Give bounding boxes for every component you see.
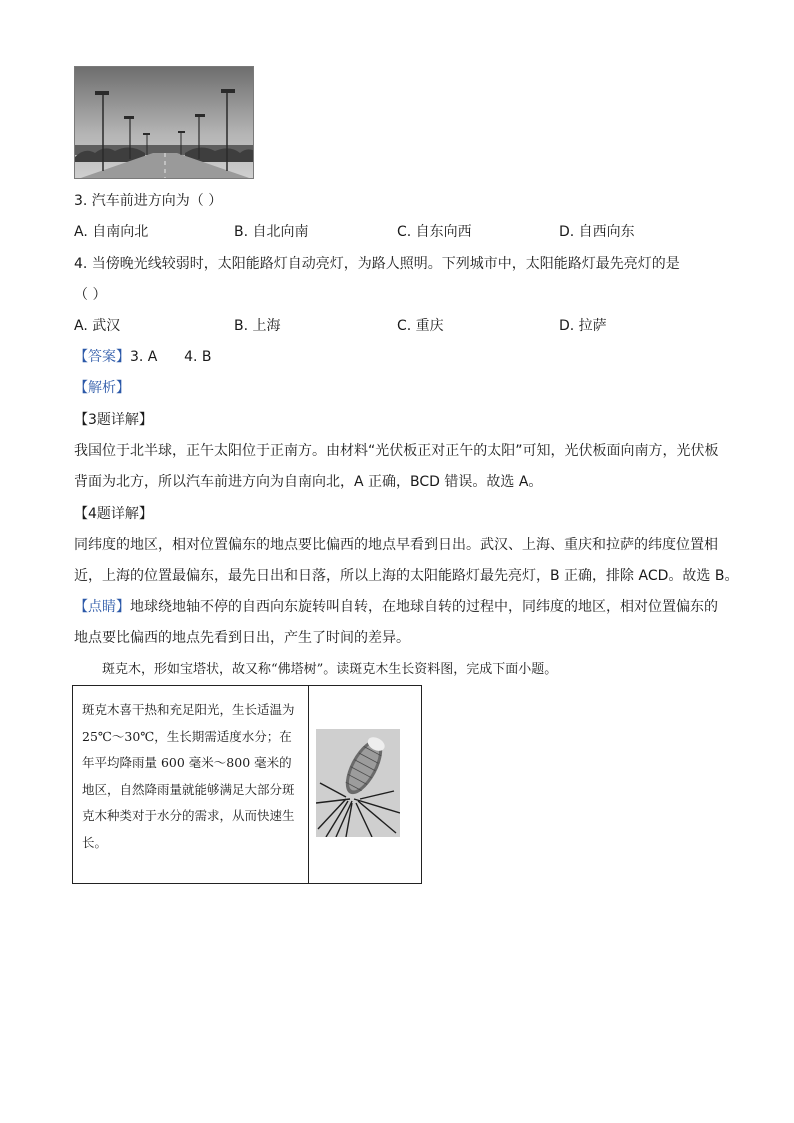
q4-option-b: B. 上海 bbox=[234, 318, 281, 334]
detail-3-label: 【3题详解】 bbox=[74, 412, 153, 428]
detail-3-line-1: 我国位于北半球，正午太阳位于正南方。由材料“光伏板正对正午的太阳”可知，光伏板面向南方，光伏板 bbox=[74, 443, 719, 459]
tip-line-2: 地点要比偏西的地点先看到日出，产生了时间的差异。 bbox=[74, 630, 410, 646]
tip-label: 【点睛】 bbox=[74, 599, 130, 615]
detail-4-line-2: 近，上海的位置最偏东，最先日出和日落，所以上海的太阳能路灯最先亮灯，B 正确，排除 ACD。故选 B。 bbox=[74, 568, 739, 584]
q3-option-d: D. 自西向东 bbox=[559, 224, 635, 240]
table-divider bbox=[308, 685, 309, 884]
banksia-photo bbox=[316, 729, 400, 837]
banksia-growth-text: 斑克木喜干热和充足阳光，生长适温为 25℃～30℃，生长期需适度水分；在年平均降雨量 600 毫米～800 毫米的地区，自然降雨量就能够满足大部分斑克木种类对于水分的需求，从而快速生长。 bbox=[82, 702, 295, 850]
detail-4-label: 【4题详解】 bbox=[74, 506, 153, 522]
q3-option-a: A. 自南向北 bbox=[74, 224, 149, 240]
question-4-paren: （ ） bbox=[74, 287, 107, 303]
detail-3-line-2: 背面为北方，所以汽车前进方向为自南向北，A 正确，BCD 错误。故选 A。 bbox=[74, 474, 543, 490]
question-4-stem: 4. 当傍晚光线较弱时，太阳能路灯自动亮灯，为路人照明。下列城市中，太阳能路灯最先亮灯的是 bbox=[74, 256, 680, 272]
q4-option-c: C. 重庆 bbox=[397, 318, 444, 334]
answer-line bbox=[74, 347, 212, 367]
detail-4-line-1: 同纬度的地区，相对位置偏东的地点要比偏西的地点早看到日出。武汉、上海、重庆和拉萨的纬度位置相 bbox=[74, 537, 718, 553]
answer-text: 3. A 4. B bbox=[130, 349, 212, 365]
q3-option-b: B. 自北向南 bbox=[234, 224, 309, 240]
analysis-label: 【解析】 bbox=[74, 380, 130, 396]
tip-text-1: 地球绕地轴不停的自西向东旋转叫自转，在地球自转的过程中，同纬度的地区，相对位置偏东的 bbox=[130, 599, 718, 615]
banksia-intro: 斑克木，形如宝塔状，故又称“佛塔树”。读斑克木生长资料图，完成下面小题。 bbox=[102, 662, 558, 677]
street-lamp-photo bbox=[74, 66, 254, 179]
q3-option-c: C. 自东向西 bbox=[397, 224, 472, 240]
tip-line-1 bbox=[74, 597, 718, 617]
q4-option-d: D. 拉萨 bbox=[559, 318, 607, 334]
q4-option-a: A. 武汉 bbox=[74, 318, 121, 334]
question-3-stem: 3. 汽车前进方向为（ ） bbox=[74, 193, 223, 209]
answer-label: 【答案】 bbox=[74, 349, 130, 365]
